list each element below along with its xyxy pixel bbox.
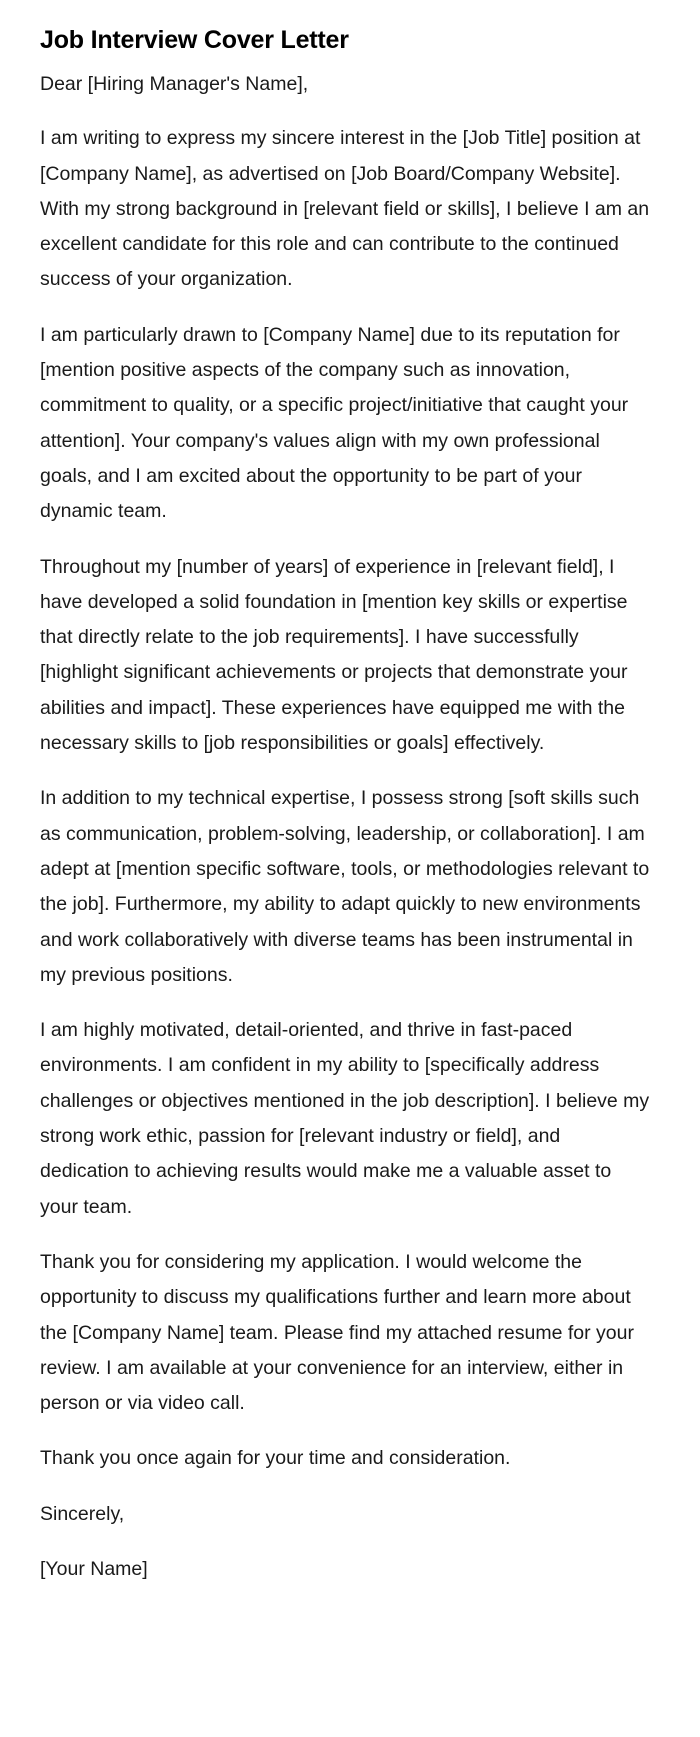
document-title: Job Interview Cover Letter (40, 26, 349, 54)
salutation: Dear [Hiring Manager's Name], (40, 73, 309, 95)
paragraph-experience: Throughout my [number of years] of experience in [relevant field], I have developed a solid foundation in [mention key skills or expertise that directly relate to the job requirements]. I have successfully [highlight significant achievements or projects that demonstrate your abilities and impact]. These experiences have equipped me with the necessary skills to [job responsibilities or goals] effectively. (40, 555, 628, 755)
paragraph-intro: I am writing to express my sincere interest in the [Job Title] position at [Company Name], as advertised on [Job Board/Company Website]. With my strong background in [relevant field or skills], I believe I am an excellent candidate for this role and can contribute to the continued success of your organization. (40, 127, 650, 291)
closing: Sincerely, (40, 1502, 125, 1525)
signature: [Your Name] (40, 1557, 148, 1580)
paragraph-thank-you: Thank you for considering my application. I would welcome the opportunity to discuss my qualifications further and learn more about the [Company Name] team. Please find my attached resume for your review. I am available at your convenience for an interview, either in person or via video call. (40, 1250, 634, 1415)
paragraph-company-interest: I am particularly drawn to [Company Name] due to its reputation for [mention positive aspects of the company such as innovation, commitment to quality, or a specific project/initiative that caught your attention]. Your company's values align with my own professional goals, and I am excited about the opportunity to be part of your dynamic team. (40, 323, 629, 523)
paragraph-motivation: I am highly motivated, detail-oriented, and thrive in fast-paced environments. I am confident in my ability to [specifically address challenges or objectives mentioned in the job description]. I believe my strong work ethic, passion for [relevant industry or field], and dedication to achieving results would make me a valuable asset to your team. (40, 1019, 650, 1218)
paragraph-soft-skills: In addition to my technical expertise, I possess strong [soft skills such as communication, problem-solving, leadership, or collaboration]. I am adept at [mention specific software, tools, or methodologies relevant to the job]. Furthermore, my ability to adapt quickly to new environments and work collaboratively with diverse teams has been instrumental in my previous positions. (40, 787, 650, 986)
paragraph-closing-thanks: Thank you once again for your time and consideration. (40, 1447, 511, 1470)
cover-letter-document (40, 22, 652, 1607)
